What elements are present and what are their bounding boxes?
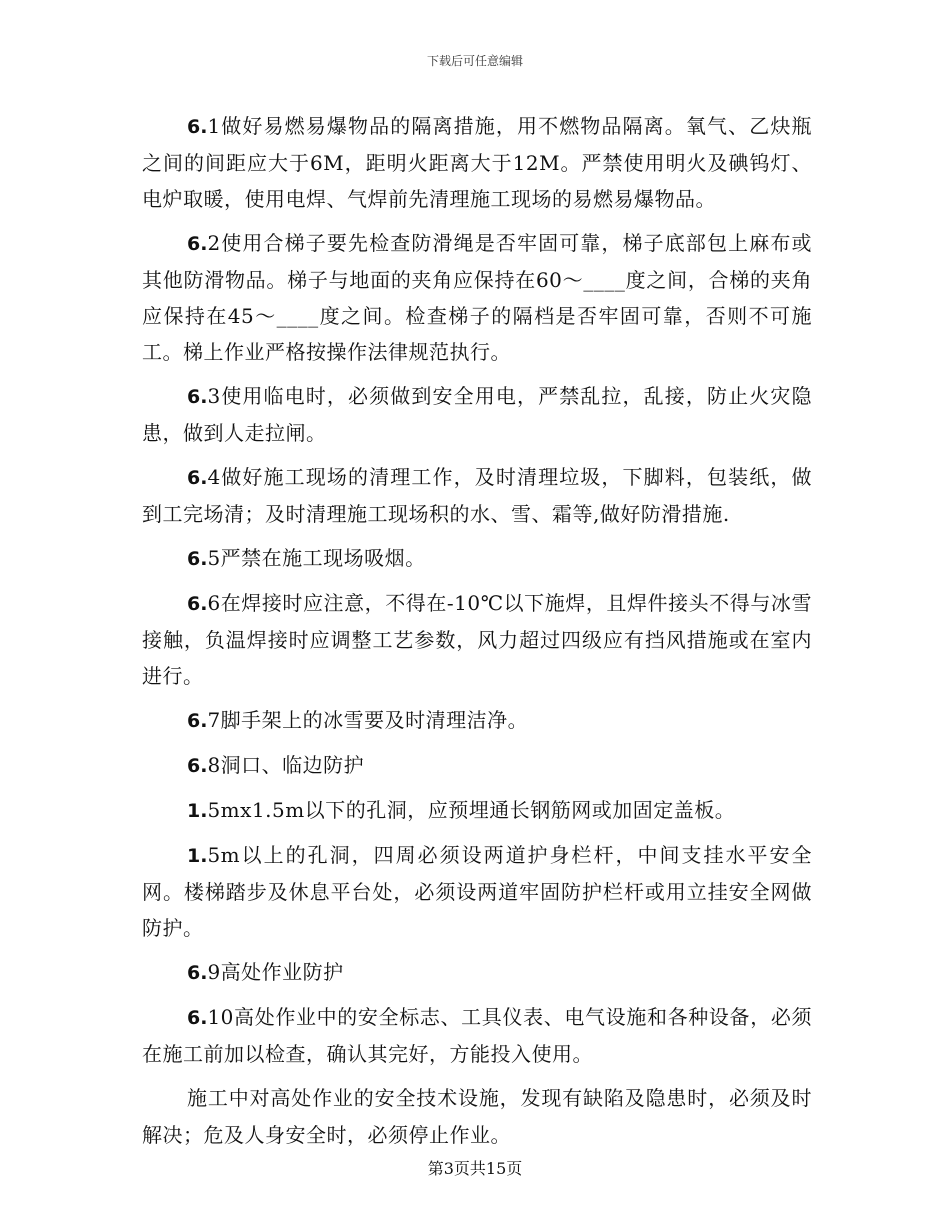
paragraph-text: 5m以上的孔洞，四周必须设两道护身栏杆，中间支挂水平安全网。楼梯踏步及休息平台处，必须设两道牢固防护栏杆或用立挂安全网做防护。 (142, 843, 812, 940)
paragraph-number: 6. (187, 116, 208, 138)
paragraph-number: 6. (187, 755, 208, 777)
paragraph-6-1 (142, 108, 812, 217)
paragraph-text: 施工中对高处作业的安全技术设施，发现有缺陷及隐患时，必须及时解决；危及人身安全时，必须停止作业。 (142, 1086, 812, 1147)
paragraph-6-5 (142, 540, 812, 577)
paragraph-number: 6. (187, 710, 208, 732)
paragraph-number: 6. (187, 467, 208, 489)
paragraph-6-10 (142, 999, 812, 1072)
paragraph-number: 6. (187, 593, 208, 615)
paragraph-6-9 (142, 954, 812, 991)
paragraph-number: 6. (187, 548, 208, 570)
paragraph-closing (142, 1080, 812, 1153)
paragraph-number: 6. (187, 1007, 208, 1029)
paragraph-number: 1. (187, 800, 208, 822)
paragraph-text: 5mx1.5m以下的孔洞，应预埋通长钢筋网或加固定盖板。 (207, 798, 736, 822)
paragraph-hole-small (142, 792, 812, 829)
paragraph-number: 6. (187, 233, 208, 255)
document-body (142, 108, 812, 1161)
paragraph-text: 6在焊接时应注意，不得在-10℃以下施焊，且焊件接头不得与冰雪接触，负温焊接时应调整工艺参数，风力超过四级应有挡风措施或在室内进行。 (142, 591, 812, 688)
paragraph-number: 6. (187, 962, 208, 984)
paragraph-6-4 (142, 459, 812, 532)
paragraph-6-2 (142, 225, 812, 370)
paragraph-6-7 (142, 702, 812, 739)
paragraph-6-8 (142, 747, 812, 784)
paragraph-number: 6. (187, 386, 208, 408)
paragraph-hole-large (142, 837, 812, 946)
paragraph-text: 4做好施工现场的清理工作，及时清理垃圾，下脚料，包装纸，做到工完场清；及时清理施工现场积的水、雪、霜等,做好防滑措施. (142, 465, 812, 526)
paragraph-6-3 (142, 378, 812, 451)
paragraph-6-6 (142, 585, 812, 694)
paragraph-number: 1. (187, 845, 208, 867)
paragraph-text: 3使用临电时，必须做到安全用电，严禁乱拉，乱接，防止火灾隐患，做到人走拉闸。 (142, 384, 812, 445)
page-header: 下载后可任意编辑 (426, 54, 523, 68)
paragraph-text: 8洞口、临边防护 (207, 753, 365, 777)
paragraph-text: 1做好易燃易爆物品的隔离措施，用不燃物品隔离。氧气、乙炔瓶之间的间距应大于6M，距明火距离大于12M。严禁使用明火及碘钨灯、电炉取暖，使用电焊、气焊前先清理施工现场的易燃易爆物品。 (142, 114, 812, 211)
paragraph-text: 10高处作业中的安全标志、工具仪表、电气设施和各种设备，必须在施工前加以检查，确认其完好，方能投入使用。 (142, 1005, 812, 1066)
paragraph-text: 9高处作业防护 (207, 960, 344, 984)
page-number-footer: 第3页共15页 (427, 1159, 523, 1178)
paragraph-text: 5严禁在施工现场吸烟。 (207, 546, 426, 570)
paragraph-text: 7脚手架上的冰雪要及时清理洁净。 (207, 708, 529, 732)
paragraph-text: 2使用合梯子要先检查防滑绳是否牢固可靠，梯子底部包上麻布或其他防滑物品。梯子与地面的夹角应保持在60～____度之间，合梯的夹角应保持在45～____度之间。检查梯子的隔档是否牢固可靠，否则不可施工。梯上作业严格按操作法律规范执行。 (142, 231, 812, 364)
